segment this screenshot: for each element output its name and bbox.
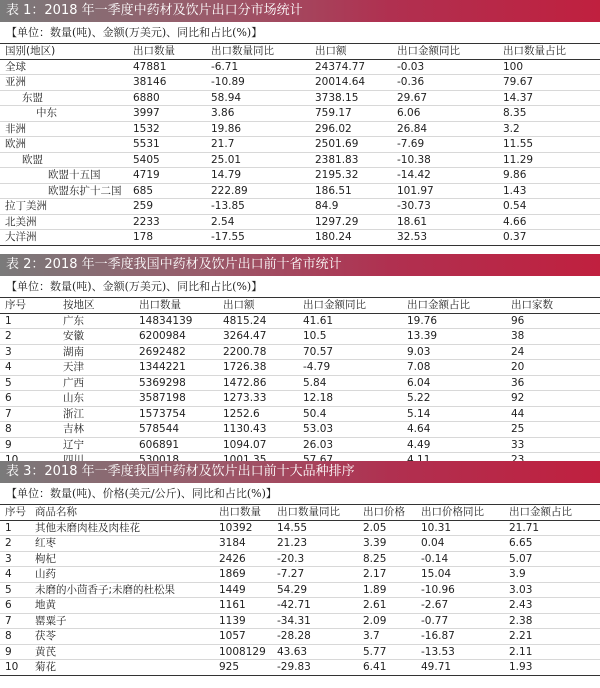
table3-header-cell: 出口金额占比 xyxy=(504,505,600,520)
table2-cell: 92 xyxy=(506,391,600,407)
table3-row xyxy=(0,551,600,567)
table1-cell: 3997 xyxy=(128,106,206,122)
table1-cell: 0.37 xyxy=(498,230,600,246)
table1-cell: 186.51 xyxy=(310,183,392,199)
table2-cell: 19.76 xyxy=(402,313,506,329)
table1-cell: -6.71 xyxy=(206,59,310,75)
table1-cell: -0.03 xyxy=(392,59,498,75)
table2-cell: 1094.07 xyxy=(218,437,298,453)
table3-cell: 2.61 xyxy=(358,598,416,614)
table3-cell: 8.25 xyxy=(358,551,416,567)
table1-cell: 180.24 xyxy=(310,230,392,246)
table2-cell: 606891 xyxy=(134,437,218,453)
table2-cell: 26.03 xyxy=(298,437,402,453)
table2-cell: 7.08 xyxy=(402,360,506,376)
table2-row xyxy=(0,344,600,360)
table1-cell: 中东 xyxy=(0,106,128,122)
table3-cell: 2.17 xyxy=(358,567,416,583)
table3-row xyxy=(0,613,600,629)
table3-unit-note: 【单位：数量(吨)、价格(美元/公斤)、同比和占比(%)】 xyxy=(0,484,600,505)
table1-cell: 759.17 xyxy=(310,106,392,122)
table2-cell: 广东 xyxy=(58,313,134,329)
table3-title: 表 3：2018 年一季度我国中药材及饮片出口前十大品种排序 xyxy=(0,461,600,484)
table3-row xyxy=(0,536,600,552)
table1-cell: 2195.32 xyxy=(310,168,392,184)
table3-cell: 6 xyxy=(0,598,30,614)
table3-cell: -7.27 xyxy=(272,567,358,583)
table1-cell: 欧盟东扩十二国 xyxy=(0,183,128,199)
table3-cell: 54.29 xyxy=(272,582,358,598)
table3-cell: 1008129 xyxy=(214,644,272,660)
table1-cell: 2501.69 xyxy=(310,137,392,153)
table2-header-cell: 出口额 xyxy=(218,298,298,313)
table2-cell: 70.57 xyxy=(298,344,402,360)
table1-row xyxy=(0,106,600,122)
table3-cell: 2.38 xyxy=(504,613,600,629)
table2-header-row xyxy=(0,298,600,313)
table2-cell: 5.14 xyxy=(402,406,506,422)
table1-cell: -10.38 xyxy=(392,152,498,168)
table1-title: 表 1：2018 年一季度中药材及饮片出口分市场统计 xyxy=(0,0,600,23)
table1-cell: 4.66 xyxy=(498,214,600,230)
table3-cell: 茯苓 xyxy=(30,629,214,645)
table3-cell: 黄芪 xyxy=(30,644,214,660)
table1-cell: 26.84 xyxy=(392,121,498,137)
table1-cell: -17.55 xyxy=(206,230,310,246)
table3-row xyxy=(0,644,600,660)
table3-cell: -2.67 xyxy=(416,598,504,614)
table2-cell: 1252.6 xyxy=(218,406,298,422)
table3-header-cell: 出口价格 xyxy=(358,505,416,520)
table1-cell: 24374.77 xyxy=(310,59,392,75)
table1-cell: 100 xyxy=(498,59,600,75)
table2-row xyxy=(0,329,600,345)
table1-cell: 222.89 xyxy=(206,183,310,199)
table3-cell: -34.31 xyxy=(272,613,358,629)
table2-header-cell: 序号 xyxy=(0,298,58,313)
table3-header-cell: 商品名称 xyxy=(30,505,214,520)
table2-section xyxy=(0,254,600,469)
table2-row xyxy=(0,313,600,329)
table1-cell: 1.43 xyxy=(498,183,600,199)
table1-header-cell: 出口额 xyxy=(310,44,392,59)
table3-cell: 2.43 xyxy=(504,598,600,614)
table3-row xyxy=(0,567,600,583)
table1-cell: 47881 xyxy=(128,59,206,75)
table3-cell: 3.39 xyxy=(358,536,416,552)
table1-cell: 19.86 xyxy=(206,121,310,137)
table2-cell: 9 xyxy=(0,437,58,453)
table2-row xyxy=(0,422,600,438)
table1-row xyxy=(0,183,600,199)
table3-cell: -29.83 xyxy=(272,660,358,676)
table3-cell: 菊花 xyxy=(30,660,214,676)
table1-cell: 14.79 xyxy=(206,168,310,184)
table1-row xyxy=(0,214,600,230)
table1-cell: 2.54 xyxy=(206,214,310,230)
table2-cell: 10.5 xyxy=(298,329,402,345)
table1-row xyxy=(0,137,600,153)
table3-cell: 山药 xyxy=(30,567,214,583)
table2-cell: 3587198 xyxy=(134,391,218,407)
table2-cell: 4.64 xyxy=(402,422,506,438)
table3-cell: 10.31 xyxy=(416,520,504,536)
table2-cell: 1130.43 xyxy=(218,422,298,438)
table3-header-cell: 出口数量 xyxy=(214,505,272,520)
table2-row xyxy=(0,406,600,422)
table3-section xyxy=(0,461,600,676)
table1-row xyxy=(0,168,600,184)
table1-cell: 大洋洲 xyxy=(0,230,128,246)
table3-cell: 红枣 xyxy=(30,536,214,552)
table2-cell: 6200984 xyxy=(134,329,218,345)
table1-cell: 38146 xyxy=(128,75,206,91)
table2-cell: 25 xyxy=(506,422,600,438)
table3-cell: 6.65 xyxy=(504,536,600,552)
table1-cell: -14.42 xyxy=(392,168,498,184)
table3-cell: 7 xyxy=(0,613,30,629)
table3-cell: 6.41 xyxy=(358,660,416,676)
table3-cell: -0.77 xyxy=(416,613,504,629)
table2-cell: 浙江 xyxy=(58,406,134,422)
table3-header-row xyxy=(0,505,600,520)
table2-cell: 24 xyxy=(506,344,600,360)
table3-cell: 1869 xyxy=(214,567,272,583)
table3-cell: 2.09 xyxy=(358,613,416,629)
table2-row xyxy=(0,391,600,407)
table1-header-cell: 出口金额同比 xyxy=(392,44,498,59)
table2-cell: 14834139 xyxy=(134,313,218,329)
table2-cell: 20 xyxy=(506,360,600,376)
table3-cell: 3.7 xyxy=(358,629,416,645)
table3-header-cell: 出口价格同比 xyxy=(416,505,504,520)
table3-cell: 3.9 xyxy=(504,567,600,583)
table3-cell: 8 xyxy=(0,629,30,645)
table3-cell: -20.3 xyxy=(272,551,358,567)
table3 xyxy=(0,505,600,676)
table2-cell: 7 xyxy=(0,406,58,422)
table3-cell: 14.55 xyxy=(272,520,358,536)
table1-cell: 6880 xyxy=(128,90,206,106)
table2-cell: 5 xyxy=(0,375,58,391)
table2-cell: 2200.78 xyxy=(218,344,298,360)
table3-cell: 3.03 xyxy=(504,582,600,598)
table2-cell: 4.49 xyxy=(402,437,506,453)
table2-cell: 4815.24 xyxy=(218,313,298,329)
table2-cell: 36 xyxy=(506,375,600,391)
table1-cell: 6.06 xyxy=(392,106,498,122)
table3-cell: 5.77 xyxy=(358,644,416,660)
table3-cell: 2426 xyxy=(214,551,272,567)
table1-cell: 欧盟 xyxy=(0,152,128,168)
table1-cell: 1532 xyxy=(128,121,206,137)
table1-row xyxy=(0,152,600,168)
table3-cell: 1161 xyxy=(214,598,272,614)
table2-cell: 33 xyxy=(506,437,600,453)
table1-row xyxy=(0,230,600,246)
table3-cell: 3184 xyxy=(214,536,272,552)
table3-row xyxy=(0,629,600,645)
table1-header-cell: 出口数量 xyxy=(128,44,206,59)
table2-header-cell: 出口金额同比 xyxy=(298,298,402,313)
table1-row xyxy=(0,90,600,106)
table2-cell: 96 xyxy=(506,313,600,329)
table2-cell: 4 xyxy=(0,360,58,376)
table2-cell: 广西 xyxy=(58,375,134,391)
table1-cell: 2233 xyxy=(128,214,206,230)
table1-cell: 178 xyxy=(128,230,206,246)
table1-cell: -30.73 xyxy=(392,199,498,215)
table3-cell: 其他未磨肉桂及肉桂花 xyxy=(30,520,214,536)
table1-header-cell: 出口数量同比 xyxy=(206,44,310,59)
table3-cell: 9 xyxy=(0,644,30,660)
table2-cell: 3264.47 xyxy=(218,329,298,345)
table3-cell: 2 xyxy=(0,536,30,552)
table3-cell: 43.63 xyxy=(272,644,358,660)
table2-cell: 辽宁 xyxy=(58,437,134,453)
table1-row xyxy=(0,199,600,215)
table2-cell: 1344221 xyxy=(134,360,218,376)
table1-cell: -0.36 xyxy=(392,75,498,91)
table1-row xyxy=(0,75,600,91)
table2-header-cell: 按地区 xyxy=(58,298,134,313)
table3-cell: 2.05 xyxy=(358,520,416,536)
table3-cell: 49.71 xyxy=(416,660,504,676)
table2-cell: 6 xyxy=(0,391,58,407)
table1-cell: 101.97 xyxy=(392,183,498,199)
table2-header-cell: 出口家数 xyxy=(506,298,600,313)
table2-cell: 13.39 xyxy=(402,329,506,345)
table3-cell: 10392 xyxy=(214,520,272,536)
table1-cell: 4719 xyxy=(128,168,206,184)
table1-cell: 5531 xyxy=(128,137,206,153)
table1-cell: -7.69 xyxy=(392,137,498,153)
table2-cell: -4.79 xyxy=(298,360,402,376)
table3-cell: 0.04 xyxy=(416,536,504,552)
table2-cell: 5.22 xyxy=(402,391,506,407)
table2-cell: 44 xyxy=(506,406,600,422)
table2-row xyxy=(0,360,600,376)
table3-cell: 枸杞 xyxy=(30,551,214,567)
table3-cell: 21.23 xyxy=(272,536,358,552)
table2-cell: 山东 xyxy=(58,391,134,407)
table2-header-cell: 出口金额占比 xyxy=(402,298,506,313)
table3-cell: 地黄 xyxy=(30,598,214,614)
table1-cell: 11.29 xyxy=(498,152,600,168)
table1-cell: 北美洲 xyxy=(0,214,128,230)
table3-cell: -28.28 xyxy=(272,629,358,645)
table2-cell: 12.18 xyxy=(298,391,402,407)
table1-cell: 84.9 xyxy=(310,199,392,215)
table2 xyxy=(0,298,600,469)
table2-cell: 吉林 xyxy=(58,422,134,438)
table3-header-cell: 出口数量同比 xyxy=(272,505,358,520)
table2-cell: 5.84 xyxy=(298,375,402,391)
table1-cell: 25.01 xyxy=(206,152,310,168)
table1-cell: 79.67 xyxy=(498,75,600,91)
table2-row xyxy=(0,437,600,453)
table1-cell: 32.53 xyxy=(392,230,498,246)
table1-cell: 0.54 xyxy=(498,199,600,215)
table1-header-cell: 国别(地区) xyxy=(0,44,128,59)
table2-cell: 1273.33 xyxy=(218,391,298,407)
table2-cell: 8 xyxy=(0,422,58,438)
table2-cell: 1 xyxy=(0,313,58,329)
table1-cell: 欧洲 xyxy=(0,137,128,153)
table3-cell: 2.11 xyxy=(504,644,600,660)
table3-cell: 1139 xyxy=(214,613,272,629)
table3-cell: -16.87 xyxy=(416,629,504,645)
table2-header-cell: 出口数量 xyxy=(134,298,218,313)
table2-cell: 安徽 xyxy=(58,329,134,345)
table3-cell: 4 xyxy=(0,567,30,583)
table1-cell: 58.94 xyxy=(206,90,310,106)
table2-cell: 38 xyxy=(506,329,600,345)
table1-section xyxy=(0,0,600,246)
table1-cell: 21.7 xyxy=(206,137,310,153)
table3-cell: 15.04 xyxy=(416,567,504,583)
table1-cell: 29.67 xyxy=(392,90,498,106)
table3-cell: -42.71 xyxy=(272,598,358,614)
table2-cell: 2 xyxy=(0,329,58,345)
table3-cell: -0.14 xyxy=(416,551,504,567)
table1-header-cell: 出口数量占比 xyxy=(498,44,600,59)
table1-header-row xyxy=(0,44,600,59)
table3-cell: 925 xyxy=(214,660,272,676)
table2-cell: 1472.86 xyxy=(218,375,298,391)
table1-cell: 3.86 xyxy=(206,106,310,122)
table1-row xyxy=(0,121,600,137)
table2-cell: 3 xyxy=(0,344,58,360)
table2-cell: 湖南 xyxy=(58,344,134,360)
table1-cell: 拉丁美洲 xyxy=(0,199,128,215)
table1-cell: 259 xyxy=(128,199,206,215)
table1 xyxy=(0,44,600,246)
table1-cell: 1297.29 xyxy=(310,214,392,230)
table3-cell: 21.71 xyxy=(504,520,600,536)
table2-cell: 2692482 xyxy=(134,344,218,360)
table3-cell: 1 xyxy=(0,520,30,536)
table3-cell: -10.96 xyxy=(416,582,504,598)
table2-title: 表 2：2018 年一季度我国中药材及饮片出口前十省市统计 xyxy=(0,254,600,277)
table3-cell: 5.07 xyxy=(504,551,600,567)
table3-cell: 1449 xyxy=(214,582,272,598)
table1-cell: 3.2 xyxy=(498,121,600,137)
table3-row xyxy=(0,582,600,598)
table1-cell: -13.85 xyxy=(206,199,310,215)
table1-cell: 全球 xyxy=(0,59,128,75)
table3-cell: 1.89 xyxy=(358,582,416,598)
table3-cell: 10 xyxy=(0,660,30,676)
table1-cell: -10.89 xyxy=(206,75,310,91)
table1-cell: 20014.64 xyxy=(310,75,392,91)
table2-cell: 53.03 xyxy=(298,422,402,438)
table3-cell: 罂粟子 xyxy=(30,613,214,629)
table2-cell: 50.4 xyxy=(298,406,402,422)
table2-cell: 6.04 xyxy=(402,375,506,391)
table2-cell: 1726.38 xyxy=(218,360,298,376)
table1-unit-note: 【单位：数量(吨)、金额(万美元)、同比和占比(%)】 xyxy=(0,23,600,44)
table2-cell: 5369298 xyxy=(134,375,218,391)
table1-cell: 11.55 xyxy=(498,137,600,153)
table2-cell: 1573754 xyxy=(134,406,218,422)
table3-cell: 1057 xyxy=(214,629,272,645)
table3-cell: 5 xyxy=(0,582,30,598)
table2-cell: 578544 xyxy=(134,422,218,438)
table2-cell: 9.03 xyxy=(402,344,506,360)
table2-cell: 天津 xyxy=(58,360,134,376)
table1-cell: 9.86 xyxy=(498,168,600,184)
table3-row xyxy=(0,660,600,676)
table3-header-cell: 序号 xyxy=(0,505,30,520)
table1-cell: 18.61 xyxy=(392,214,498,230)
table1-cell: 非洲 xyxy=(0,121,128,137)
table1-cell: 欧盟十五国 xyxy=(0,168,128,184)
table2-cell: 41.61 xyxy=(298,313,402,329)
table3-cell: 1.93 xyxy=(504,660,600,676)
table1-cell: 5405 xyxy=(128,152,206,168)
table1-cell: 8.35 xyxy=(498,106,600,122)
table1-cell: 亚洲 xyxy=(0,75,128,91)
table3-cell: -13.53 xyxy=(416,644,504,660)
table1-cell: 685 xyxy=(128,183,206,199)
table1-cell: 296.02 xyxy=(310,121,392,137)
table1-cell: 2381.83 xyxy=(310,152,392,168)
table3-row xyxy=(0,598,600,614)
table1-cell: 东盟 xyxy=(0,90,128,106)
table2-unit-note: 【单位：数量(吨)、金额(万美元)、同比和占比(%)】 xyxy=(0,277,600,298)
table3-cell: 3 xyxy=(0,551,30,567)
table1-cell: 14.37 xyxy=(498,90,600,106)
table3-row xyxy=(0,520,600,536)
table1-row xyxy=(0,59,600,75)
table3-cell: 未磨的小茴香子;未磨的杜松果 xyxy=(30,582,214,598)
table1-cell: 3738.15 xyxy=(310,90,392,106)
table2-row xyxy=(0,375,600,391)
table3-cell: 2.21 xyxy=(504,629,600,645)
